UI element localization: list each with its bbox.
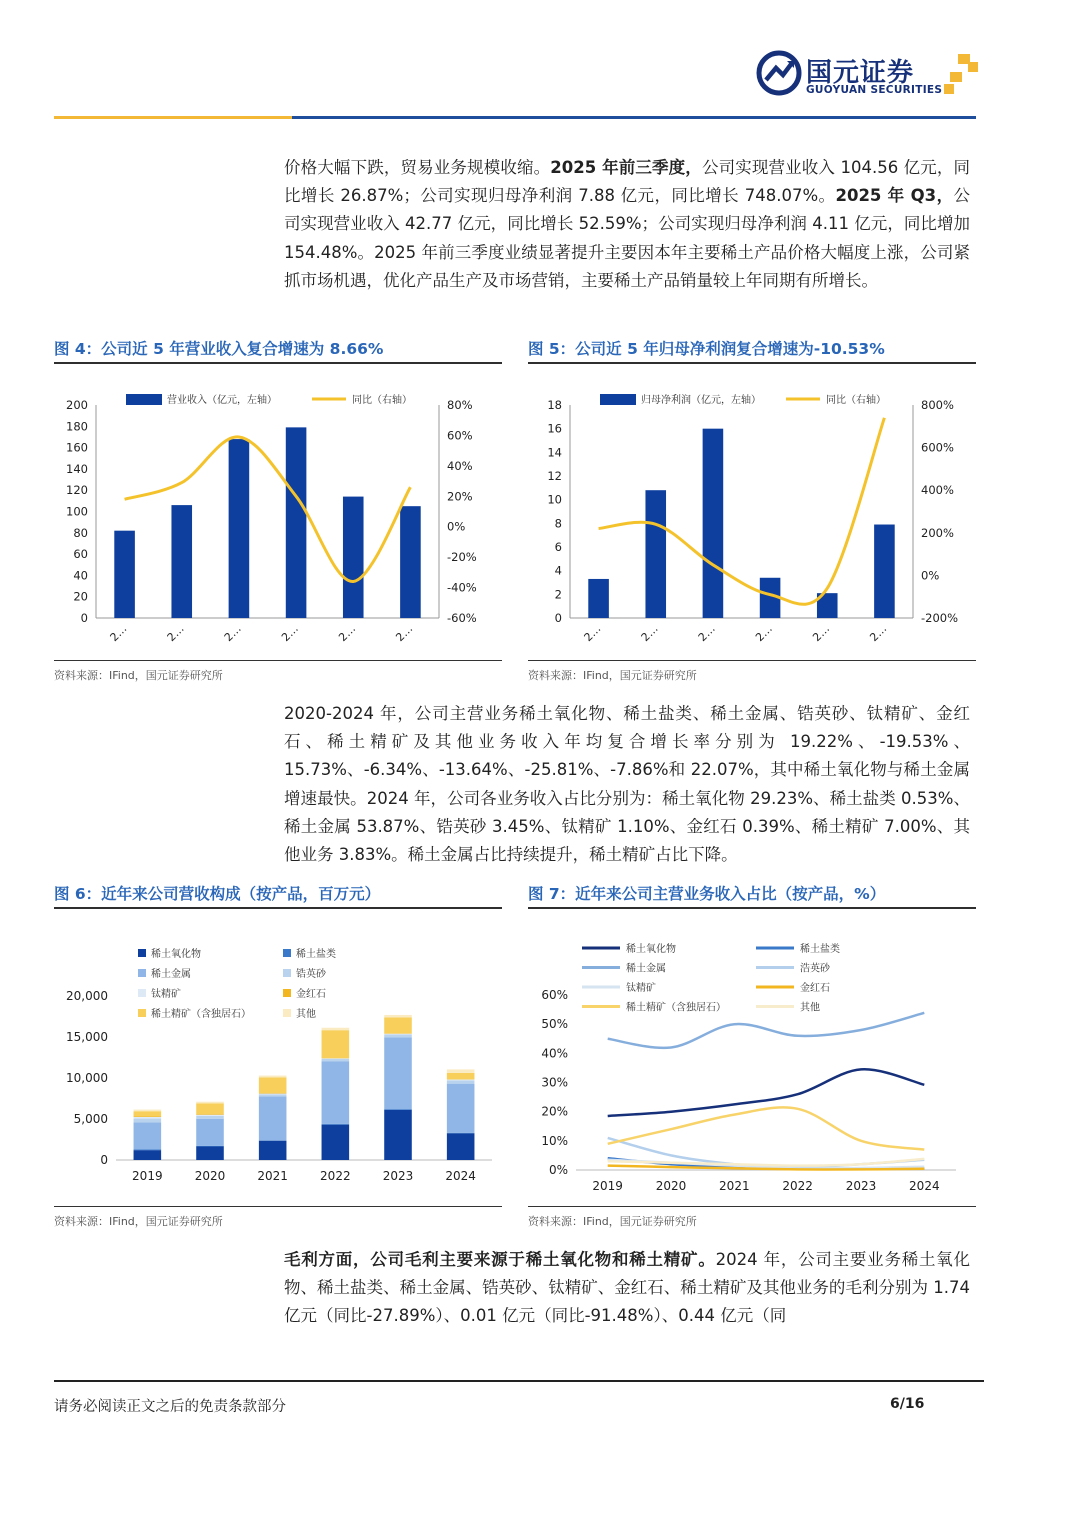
x-tick-label: 2021 — [257, 1169, 288, 1183]
legend-swatch-bar — [126, 394, 162, 405]
bar — [400, 506, 421, 618]
x-tick-label: 2019 — [592, 1179, 623, 1193]
legend-label: 稀土盐类 — [800, 944, 840, 955]
legend-swatch — [138, 949, 146, 957]
bar-segment — [134, 1117, 162, 1119]
y-tick-label: 20,000 — [66, 989, 108, 1003]
bar-segment — [134, 1119, 162, 1123]
y-left-tick-label: 200 — [66, 398, 88, 412]
legend-label: 其他 — [296, 1009, 316, 1020]
bar-segment — [259, 1094, 287, 1096]
bar — [703, 429, 724, 618]
x-tick-label: 2023 — [382, 1169, 414, 1183]
bar-segment — [322, 1061, 350, 1124]
bar-segment — [447, 1081, 475, 1084]
x-tick-label: 2023 — [845, 1179, 877, 1193]
x-tick-label: 2020 — [655, 1179, 687, 1193]
header-rule-blue — [292, 116, 976, 119]
legend-label: 浩英砂 — [800, 963, 830, 975]
y-right-tick-label: -200% — [921, 611, 959, 625]
x-tick-label: 2024 — [909, 1179, 940, 1193]
fig5-title: 图 5：公司近 5 年归母净利润复合增速为-10.53% — [528, 340, 885, 358]
x-tick-label: 2020 — [194, 1169, 226, 1183]
bar-segment — [322, 1030, 350, 1058]
bar-segment — [196, 1102, 224, 1104]
legend-swatch-bar — [600, 394, 636, 405]
y-tick-label: 60% — [541, 988, 568, 1002]
y-tick-label: 5,000 — [73, 1112, 108, 1126]
legend-swatch — [138, 969, 146, 977]
y-left-tick-label: 18 — [547, 398, 562, 412]
legend-label: 金红石 — [800, 983, 830, 994]
y-right-tick-label: 40% — [447, 458, 473, 473]
y-right-tick-label: -60% — [447, 611, 477, 625]
y-left-tick-label: 160 — [66, 440, 88, 455]
x-tick-label: 2… — [107, 622, 130, 645]
bar-segment — [134, 1111, 162, 1116]
legend-label: 金红石 — [296, 989, 326, 1000]
fig5-top-rule — [528, 362, 976, 364]
fig7-chart — [528, 915, 976, 1205]
fig4-top-rule — [54, 362, 502, 364]
fig5-source: 资料来源：IFind，国元证券研究所 — [528, 669, 697, 682]
bar-segment — [196, 1114, 224, 1115]
bar-segment — [447, 1080, 475, 1081]
footer-disclaimer: 请务必阅读正文之后的免责条款部分 — [54, 1399, 286, 1415]
bar-segment — [447, 1084, 475, 1133]
y-left-tick-label: 16 — [547, 421, 562, 436]
bar-segment — [322, 1028, 350, 1030]
x-tick-label: 2… — [695, 622, 718, 645]
fig7-top-rule — [528, 907, 976, 909]
y-right-tick-label: -40% — [447, 580, 477, 595]
legend-swatch — [283, 949, 291, 957]
bar — [171, 505, 192, 618]
bar-segment — [196, 1146, 224, 1160]
y-left-tick-label: 80 — [73, 525, 88, 540]
bar — [343, 497, 364, 618]
fig7-source: 资料来源：IFind，国元证券研究所 — [528, 1215, 697, 1228]
fig4-source: 资料来源：IFind，国元证券研究所 — [54, 669, 223, 682]
legend-swatch — [283, 969, 291, 977]
bar-segment — [384, 1017, 412, 1033]
paragraph-text: 2024 年，公司主要业务稀土氧化物、稀土盐类、稀土金属、锆英砂、钛精矿、金红石、稀土精矿及其他业务的毛利分别为 1.74 亿元（同比-27.89%）、0.01 亿元（同比-91.48%）、0.44 亿元（同 — [284, 1250, 970, 1326]
bar-segment — [196, 1115, 224, 1116]
y-right-tick-label: 400% — [921, 483, 954, 498]
logo-emblem-icon — [756, 50, 802, 96]
paragraph-performance — [284, 154, 970, 295]
legend-label: 稀土金属 — [151, 969, 191, 980]
bar-segment — [322, 1124, 350, 1125]
x-tick-label: 2… — [279, 622, 301, 645]
bar-segment — [384, 1110, 412, 1160]
y-left-tick-label: 0 — [80, 611, 88, 625]
legend-label: 稀土氧化物 — [151, 949, 201, 960]
bar-segment — [196, 1146, 224, 1147]
bar-segment — [134, 1110, 162, 1112]
legend-label: 稀土金属 — [626, 963, 666, 975]
y-right-tick-label: 20% — [447, 489, 473, 504]
bar-segment — [384, 1035, 412, 1038]
bar-segment — [196, 1116, 224, 1119]
paragraph-text: 公司实现营业收入 104.56 亿元，同比增长 26.87%；公司实现归母净利润 7.88 亿元，同比增长 748.07%。 — [284, 158, 971, 206]
y-left-tick-label: 6 — [554, 540, 562, 554]
x-tick-label: 2022 — [320, 1169, 351, 1183]
y-left-tick-label: 180 — [66, 419, 88, 434]
y-left-tick-label: 60 — [73, 547, 88, 562]
fig6-top-rule — [54, 907, 502, 909]
y-left-tick-label: 14 — [547, 445, 562, 460]
series-line — [125, 437, 411, 582]
y-right-tick-label: 60% — [447, 428, 473, 443]
x-tick-label: 2021 — [719, 1179, 750, 1193]
legend-label: 稀土精矿（含独居石） — [151, 1009, 251, 1020]
bar-segment — [384, 1015, 412, 1017]
y-left-tick-label: 100 — [66, 504, 88, 519]
bar-segment — [322, 1059, 350, 1061]
bar-segment — [447, 1073, 475, 1079]
x-tick-label: 2… — [867, 622, 890, 645]
x-tick-label: 2022 — [782, 1179, 813, 1193]
y-tick-label: 15,000 — [66, 1030, 108, 1044]
legend-swatch — [138, 1009, 146, 1017]
y-right-tick-label: 0% — [447, 519, 466, 534]
fig4-bottom-rule — [54, 660, 502, 661]
legend-label: 稀土氧化物 — [626, 944, 676, 955]
bar-segment — [384, 1034, 412, 1035]
bar-segment — [447, 1133, 475, 1160]
bar — [114, 531, 135, 618]
y-left-tick-label: 0 — [554, 611, 562, 625]
x-tick-label: 2… — [753, 622, 775, 645]
legend-label-line: 同比（右轴） — [826, 395, 886, 406]
y-tick-label: 0 — [100, 1153, 108, 1167]
bar-segment — [384, 1109, 412, 1110]
bar-segment — [259, 1096, 287, 1140]
footer-rule — [54, 1380, 984, 1382]
bar — [588, 579, 609, 618]
paragraph-text: 价格大幅下跌，贸易业务规模收缩。 — [284, 158, 551, 177]
bar-segment — [259, 1093, 287, 1094]
company-logo — [756, 50, 981, 98]
x-tick-label: 2… — [638, 622, 661, 645]
bar — [645, 490, 666, 618]
fig5-chart — [528, 370, 976, 658]
legend-label-bar: 营业收入（亿元，左轴） — [167, 395, 277, 406]
y-left-tick-label: 120 — [66, 483, 88, 498]
legend-label-line: 同比（右轴） — [352, 395, 412, 406]
y-tick-label: 50% — [541, 1017, 568, 1032]
logo-gold-steps-icon — [944, 54, 978, 94]
fig6-chart — [54, 915, 502, 1205]
fig7-bottom-rule — [528, 1206, 976, 1207]
y-right-tick-label: 80% — [447, 398, 473, 412]
bar-segment — [134, 1122, 162, 1149]
y-tick-label: 30% — [541, 1075, 568, 1090]
y-tick-label: 10% — [541, 1133, 568, 1148]
fig7-title: 图 7：近年来公司主营业务收入占比（按产品，%） — [528, 885, 886, 903]
bar-segment — [259, 1141, 287, 1160]
bar-segment — [384, 1037, 412, 1109]
bar-segment — [196, 1119, 224, 1146]
fig6-title: 图 6：近年来公司营收构成（按产品，百万元） — [54, 885, 381, 903]
bar-segment — [447, 1069, 475, 1072]
fig6-bottom-rule — [54, 1206, 502, 1207]
x-tick-label: 2… — [581, 622, 604, 645]
y-right-tick-label: -20% — [447, 550, 477, 565]
paragraph-bold: 毛利方面，公司毛利主要来源于稀土氧化物和稀土精矿。 — [284, 1250, 716, 1269]
y-left-tick-label: 8 — [554, 516, 562, 531]
legend-swatch — [138, 989, 146, 997]
legend-label: 钛精矿 — [151, 989, 181, 1000]
y-tick-label: 40% — [541, 1046, 568, 1061]
bar — [874, 525, 895, 618]
fig6-source: 资料来源：IFind，国元证券研究所 — [54, 1215, 223, 1228]
bar-segment — [259, 1077, 287, 1093]
x-tick-label: 2… — [336, 622, 359, 645]
legend-label: 钛精矿 — [626, 983, 656, 994]
y-left-tick-label: 12 — [547, 469, 562, 483]
series-line — [608, 1013, 925, 1048]
x-tick-label: 2… — [221, 622, 244, 645]
paragraph-business-growth: 2020-2024 年，公司主营业务稀土氧化物、稀土盐类、稀土金属、锆英砂、钛精矿、金红石、稀土精矿及其他业务收入年均复合增长率分别为 19.22%、-19.53%、15.73%、-6.34%、-13.64%、-25.81%、-7.86%和 22.07%，其中稀土氧化物与稀土金属增速最快。2024 年，公司各业务收入占比分别为：稀土氧化物 29.23%、稀土盐类 0.53%、稀土金属 53.87%、锆英砂 3.45%、钛精矿 1.10%、金红石 0.39%、稀土精矿 7.00%、其他业务 3.83%。稀土金属占比持续提升，稀土精矿占比下降。 — [284, 704, 970, 865]
fig4-title: 图 4：公司近 5 年营业收入复合增速为 8.66% — [54, 340, 384, 358]
y-left-tick-label: 40 — [73, 568, 88, 583]
legend-swatch — [283, 989, 291, 997]
y-tick-label: 0% — [548, 1163, 568, 1177]
paragraph-bold: 2025 年 Q3， — [835, 186, 954, 206]
bar — [286, 427, 307, 618]
bar-segment — [134, 1150, 162, 1160]
legend-label: 其他 — [800, 1002, 820, 1014]
bar-segment — [134, 1116, 162, 1117]
paragraph-gross-profit — [284, 1246, 970, 1331]
y-tick-label: 10,000 — [66, 1071, 108, 1085]
bar-segment — [196, 1103, 224, 1114]
fig4-chart — [54, 370, 502, 658]
logo-text-en: GUOYUAN SECURITIES — [806, 84, 943, 96]
series-line — [599, 418, 885, 604]
header-rule-gold — [54, 116, 292, 119]
y-right-tick-label: 0% — [921, 568, 940, 583]
bar-segment — [134, 1149, 162, 1150]
fig5-bottom-rule — [528, 660, 976, 661]
legend-label: 锆英砂 — [296, 969, 326, 980]
y-left-tick-label: 10 — [547, 492, 562, 507]
y-left-tick-label: 4 — [554, 563, 562, 578]
y-left-tick-label: 140 — [66, 461, 88, 476]
y-right-tick-label: 600% — [921, 440, 954, 455]
y-tick-label: 20% — [541, 1104, 568, 1119]
paragraph-bold: 2025 年前三季度， — [550, 158, 702, 177]
x-tick-label: 2… — [164, 622, 187, 645]
logo-text-cn: 国元证券 — [806, 58, 915, 88]
y-left-tick-label: 2 — [554, 587, 562, 602]
x-tick-label: 2019 — [132, 1169, 163, 1183]
y-right-tick-label: 200% — [921, 525, 954, 540]
paragraph-text: 公司实现营业收入 42.77 亿元，同比增长 52.59%；公司实现归母净利润 4.11 亿元，同比增加 154.48%。2025 年前三季度业绩显著提升主要因本年主要稀土产品价格大幅度上涨，公司紧抓市场机遇，优化产品生产及市场营销，主要稀土产品销量较上年同期有所增长。 — [284, 186, 971, 290]
x-tick-label: 2024 — [445, 1169, 476, 1183]
legend-label: 稀土盐类 — [296, 949, 336, 960]
bar-segment — [322, 1125, 350, 1160]
y-left-tick-label: 20 — [73, 589, 88, 604]
legend-swatch — [283, 1009, 291, 1017]
x-tick-label: 2… — [810, 622, 833, 645]
page-number: 6/16 — [890, 1396, 925, 1412]
series-line — [608, 1159, 925, 1166]
x-tick-label: 2… — [393, 622, 416, 645]
bar — [229, 439, 250, 618]
y-right-tick-label: 800% — [921, 398, 954, 412]
legend-label: 稀土精矿（含独居石） — [626, 1002, 726, 1014]
legend-label-bar: 归母净利润（亿元，左轴） — [641, 395, 761, 406]
bar-segment — [259, 1076, 287, 1078]
